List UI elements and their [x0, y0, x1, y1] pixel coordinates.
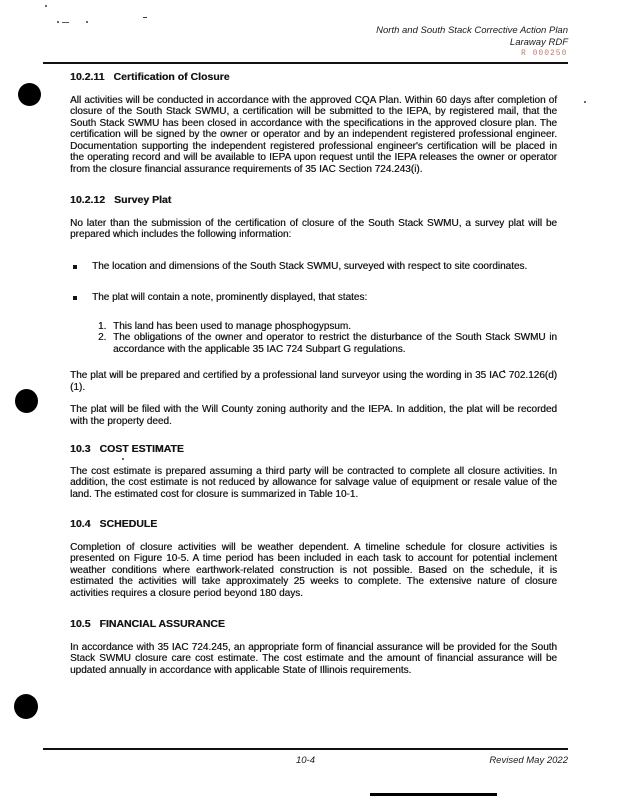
scan-speck [143, 17, 147, 18]
paragraph-certification: All activities will be conducted in accordance with the approved CQA Plan. Within 60 days after completion of closure of the South Stack SWMU, a certification will be submitted to the IEPA, by registered mail, that the South Stack SWMU has been closed in accordance with the specifications in the approved closure plan. The certification will be signed by the owner or operator and by an independent registered professional engineer. Documentation supporting the independent registered professional engineer's certification will be placed in the operating record and will be available to IEPA upon request until the IEPA releases the owner or operator from the closure financial assurance requirements of 35 IAC Section 724.243(i). [70, 94, 557, 175]
header-title-line2: Laraway RDF [509, 36, 568, 48]
page-number: 10-4 [295, 755, 315, 766]
scan-speck [86, 21, 88, 23]
bates-stamp: R 000250 [521, 49, 568, 58]
paragraph-financial-assurance: In accordance with 35 IAC 724.245, an appropriate form of financial assurance will be provided for the South Stack SWMU closure care cost estimate. The cost estimate and the amount of financial assurance will be updated annually in accordance with applicable State of Illinois requirements. [70, 641, 557, 676]
section-heading-financial-assurance [70, 619, 557, 631]
scan-artifact-bar [370, 793, 497, 796]
bullet-text: The location and dimensions of the South Stack SWMU, surveyed with respect to site coordinates. [92, 260, 528, 272]
section-number: 10.2.11 [70, 71, 105, 83]
section-number: 10.2.12 [70, 194, 106, 206]
scan-speck [57, 21, 59, 23]
numbered-item-text: This land has been used to manage phosphogypsum. [113, 320, 351, 332]
scan-speck [584, 101, 586, 103]
header-title-line1: North and South Stack Corrective Action Plan [376, 25, 568, 36]
section-title: Survey Plat [114, 194, 172, 206]
punch-hole-bottom [14, 694, 38, 719]
section-number: 10.5 [70, 618, 91, 630]
document-body [70, 63, 557, 676]
section-title: FINANCIAL ASSURANCE [99, 618, 225, 630]
footer-rule [43, 748, 568, 750]
bullet-text: The plat will contain a note, prominently displayed, that states: [92, 292, 368, 303]
section-title: Certification of Closure [113, 71, 230, 83]
paragraph-plat-prepared: The plat will be prepared and certified by a professional land surveyor using the wording in 35 IAC 702.126(d)(1). [70, 370, 557, 393]
section-heading-certification [70, 72, 557, 84]
bullet-item [70, 261, 557, 273]
punch-hole-middle [15, 389, 38, 413]
scan-speck [45, 5, 47, 7]
section-heading-schedule [70, 519, 557, 531]
section-title: COST ESTIMATE [99, 443, 184, 455]
paragraph-schedule: Completion of closure activities will be weather dependent. A timeline schedule for closure activities is presented on Figure 10-5. A time period has been included in each task to account for potential inclement weather conditions where earthwork-related construction is not possible. Based on the schedule, it is estimated the activities will take approximately 25 weeks to complete. The extensive nature of closure activities requires a closure period beyond 180 days. [70, 541, 557, 599]
section-number: 10.3 [70, 443, 91, 455]
revision-date: Revised May 2022 [489, 755, 568, 766]
section-heading-survey-plat [70, 195, 557, 207]
section-heading-cost-estimate [70, 444, 557, 456]
section-number: 10.4 [70, 518, 91, 530]
numbered-item-label: 2. [98, 332, 107, 343]
paragraph-plat-filed: The plat will be filed with the Will County zoning authority and the IEPA. In addition, the plat will be recorded with the property deed. [70, 404, 557, 427]
page-footer [43, 755, 568, 769]
bullet-icon [73, 265, 77, 269]
bullet-item [70, 292, 557, 304]
paragraph-survey-intro: No later than the submission of the certification of closure of the South Stack SWMU, a survey plat will be prepared which includes the following information: [70, 217, 557, 240]
section-title: SCHEDULE [99, 518, 158, 530]
bullet-icon [73, 296, 77, 300]
numbered-item-label: 1. [98, 320, 107, 332]
scan-speck [62, 22, 69, 23]
punch-hole-top [18, 83, 41, 106]
numbered-item-text: The obligations of the owner and operator to restrict the disturbance of the South Stack SWMU in accordance with the applicable 35 IAC 724 Subpart G regulations. [113, 332, 557, 355]
paragraph-cost-estimate: The cost estimate is prepared assuming a third party will be contracted to complete all closure activities. In addition, the cost estimate is not reduced by allowance for salvage value of equipment or resale value of the land. The estimated cost for closure is summarized in Table 10-1. [70, 465, 557, 500]
numbered-item [98, 332, 557, 355]
numbered-item [98, 321, 557, 333]
page-header [376, 25, 568, 48]
